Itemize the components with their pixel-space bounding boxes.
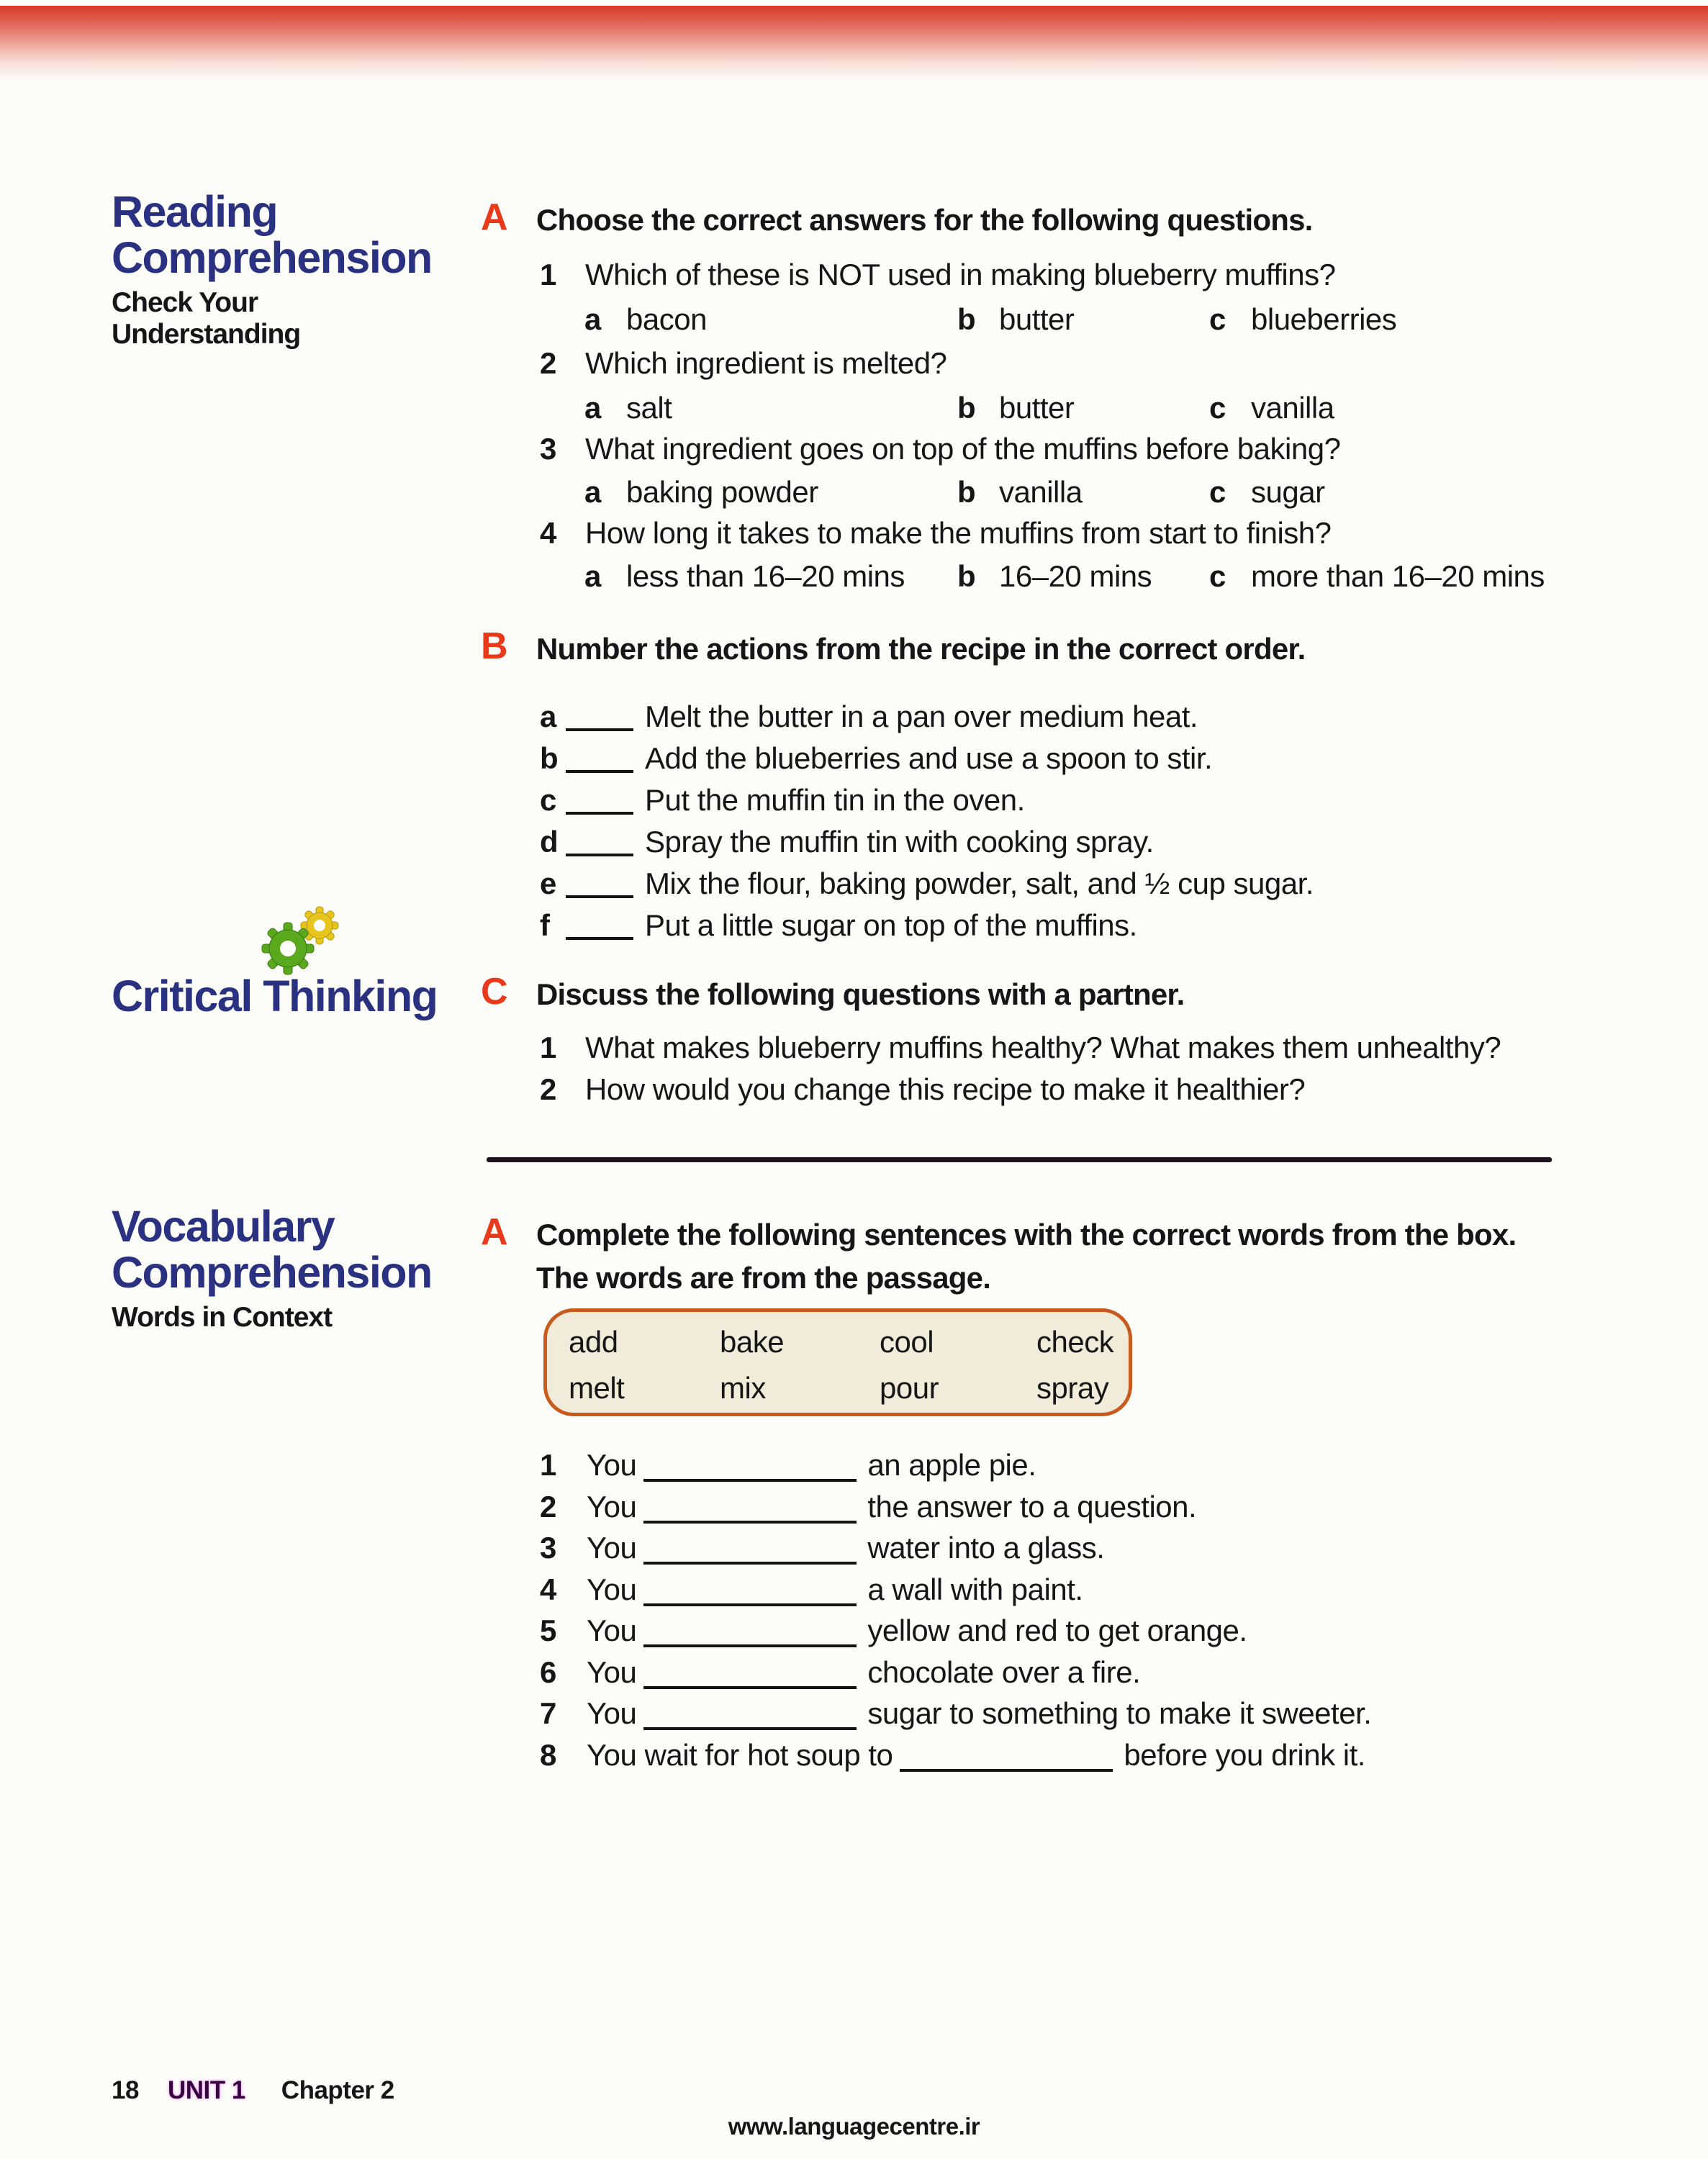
page-number: 18 xyxy=(112,2076,139,2104)
word-bake: bake xyxy=(720,1325,785,1359)
word-add: add xyxy=(569,1325,618,1359)
answer-blank xyxy=(566,877,633,898)
option-b: b butter xyxy=(957,302,1075,336)
option-a: a bacon xyxy=(584,302,707,336)
question-4: 4 How long it takes to make the muffins from start to finish? xyxy=(540,516,1332,550)
order-item-d: d Spray the muffin tin with cooking spray. xyxy=(540,825,1154,859)
section-c-marker: C xyxy=(481,971,508,1013)
fill-in-blank xyxy=(643,1516,857,1524)
fill-in-blank xyxy=(643,1475,857,1482)
vocabulary-comprehension-heading xyxy=(112,1203,450,1334)
word-spray: spray xyxy=(1036,1371,1109,1405)
fill-in-blank xyxy=(643,1682,857,1689)
reading-comprehension-heading xyxy=(112,189,450,350)
page-footer xyxy=(112,2076,394,2105)
vocab-sentence-6: 6 You chocolate over a fire. xyxy=(540,1655,1141,1689)
fill-in-blank xyxy=(900,1765,1113,1772)
word-pour: pour xyxy=(880,1371,939,1405)
vocab-section-a-marker: A xyxy=(481,1211,508,1253)
answer-blank xyxy=(566,918,633,940)
top-gradient-band xyxy=(0,6,1708,83)
answer-blank xyxy=(566,835,633,856)
option-c: c sugar xyxy=(1209,475,1325,509)
option-c: c more than 16–20 mins xyxy=(1209,559,1545,593)
question-3-options xyxy=(584,475,1628,515)
question-2: 2 Which ingredient is melted? xyxy=(540,346,947,380)
question-4-options xyxy=(584,559,1707,599)
section-b-instruction: Number the actions from the recipe in the correct order. xyxy=(536,632,1306,666)
fill-in-blank xyxy=(643,1599,857,1606)
word-melt: melt xyxy=(569,1371,625,1405)
question-1-options xyxy=(584,302,1628,343)
option-b: b butter xyxy=(957,391,1075,425)
vocab-sentence-4: 4 You a wall with paint. xyxy=(540,1572,1083,1606)
option-c: c blueberries xyxy=(1209,302,1397,336)
discussion-question-2: 2 How would you change this recipe to make it healthier? xyxy=(540,1072,1306,1106)
vocab-heading-line2: Comprehension xyxy=(112,1248,432,1297)
critical-thinking-label: Critical Thinking xyxy=(112,972,438,1020)
word-box xyxy=(543,1308,1132,1416)
vocab-sentence-1: 1 You an apple pie. xyxy=(540,1448,1036,1482)
order-item-a: a Melt the butter in a pan over medium heat. xyxy=(540,700,1198,733)
chapter-label: Chapter 2 xyxy=(281,2076,394,2104)
order-item-e: e Mix the flour, baking powder, salt, and ½ cup sugar. xyxy=(540,866,1314,900)
vocab-subheading: Words in Context xyxy=(112,1302,333,1333)
answer-blank xyxy=(566,751,633,773)
vocab-sentence-5: 5 You yellow and red to get orange. xyxy=(540,1613,1247,1647)
answer-blank xyxy=(566,710,633,731)
option-c: c vanilla xyxy=(1209,391,1334,425)
vocab-instruction-line2: The words are from the passage. xyxy=(536,1261,991,1295)
vocab-sentence-3: 3 You water into a glass. xyxy=(540,1531,1105,1565)
fill-in-blank xyxy=(643,1723,857,1730)
website-url: www.languagecentre.ir xyxy=(728,2113,980,2140)
fill-in-blank xyxy=(643,1557,857,1565)
fill-in-blank xyxy=(643,1640,857,1647)
vocab-sentence-7: 7 You sugar to something to make it sweeter. xyxy=(540,1696,1372,1730)
unit-label: UNIT 1 xyxy=(167,2076,245,2104)
word-mix: mix xyxy=(720,1371,766,1405)
option-b: b 16–20 mins xyxy=(957,559,1152,593)
section-b-marker: B xyxy=(481,625,508,667)
vocab-heading-line1: Vocabulary xyxy=(112,1202,335,1251)
vocab-instruction-line1: Complete the following sentences with the correct words from the box. xyxy=(536,1218,1517,1252)
word-cool: cool xyxy=(880,1325,934,1359)
order-item-c: c Put the muffin tin in the oven. xyxy=(540,783,1025,817)
option-a: a salt xyxy=(584,391,672,425)
section-c-instruction: Discuss the following questions with a partner. xyxy=(536,977,1185,1011)
option-b: b vanilla xyxy=(957,475,1083,509)
option-a: a baking powder xyxy=(584,475,818,509)
critical-thinking-heading xyxy=(112,973,486,1019)
reading-heading-line2: Comprehension xyxy=(112,233,432,282)
option-a: a less than 16–20 mins xyxy=(584,559,905,593)
section-a-marker: A xyxy=(481,196,508,238)
section-a-instruction: Choose the correct answers for the following questions. xyxy=(536,203,1313,237)
order-item-b: b Add the blueberries and use a spoon to stir. xyxy=(540,741,1213,775)
reading-heading-line1: Reading xyxy=(112,187,278,236)
vocab-sentence-2: 2 You the answer to a question. xyxy=(540,1490,1197,1524)
question-1: 1 Which of these is NOT used in making blueberry muffins? xyxy=(540,258,1336,291)
order-item-f: f Put a little sugar on top of the muffins. xyxy=(540,908,1137,942)
reading-subheading: Check Your Understanding xyxy=(112,287,301,350)
question-2-options xyxy=(584,391,1628,431)
word-check: check xyxy=(1036,1325,1114,1359)
discussion-question-1: 1 What makes blueberry muffins healthy? What makes them unhealthy? xyxy=(540,1031,1501,1064)
question-3: 3 What ingredient goes on top of the muffins before baking? xyxy=(540,432,1341,466)
answer-blank xyxy=(566,793,633,815)
vocab-sentence-8: 8 You wait for hot soup to before you drink it. xyxy=(540,1738,1365,1772)
section-divider xyxy=(487,1157,1552,1162)
